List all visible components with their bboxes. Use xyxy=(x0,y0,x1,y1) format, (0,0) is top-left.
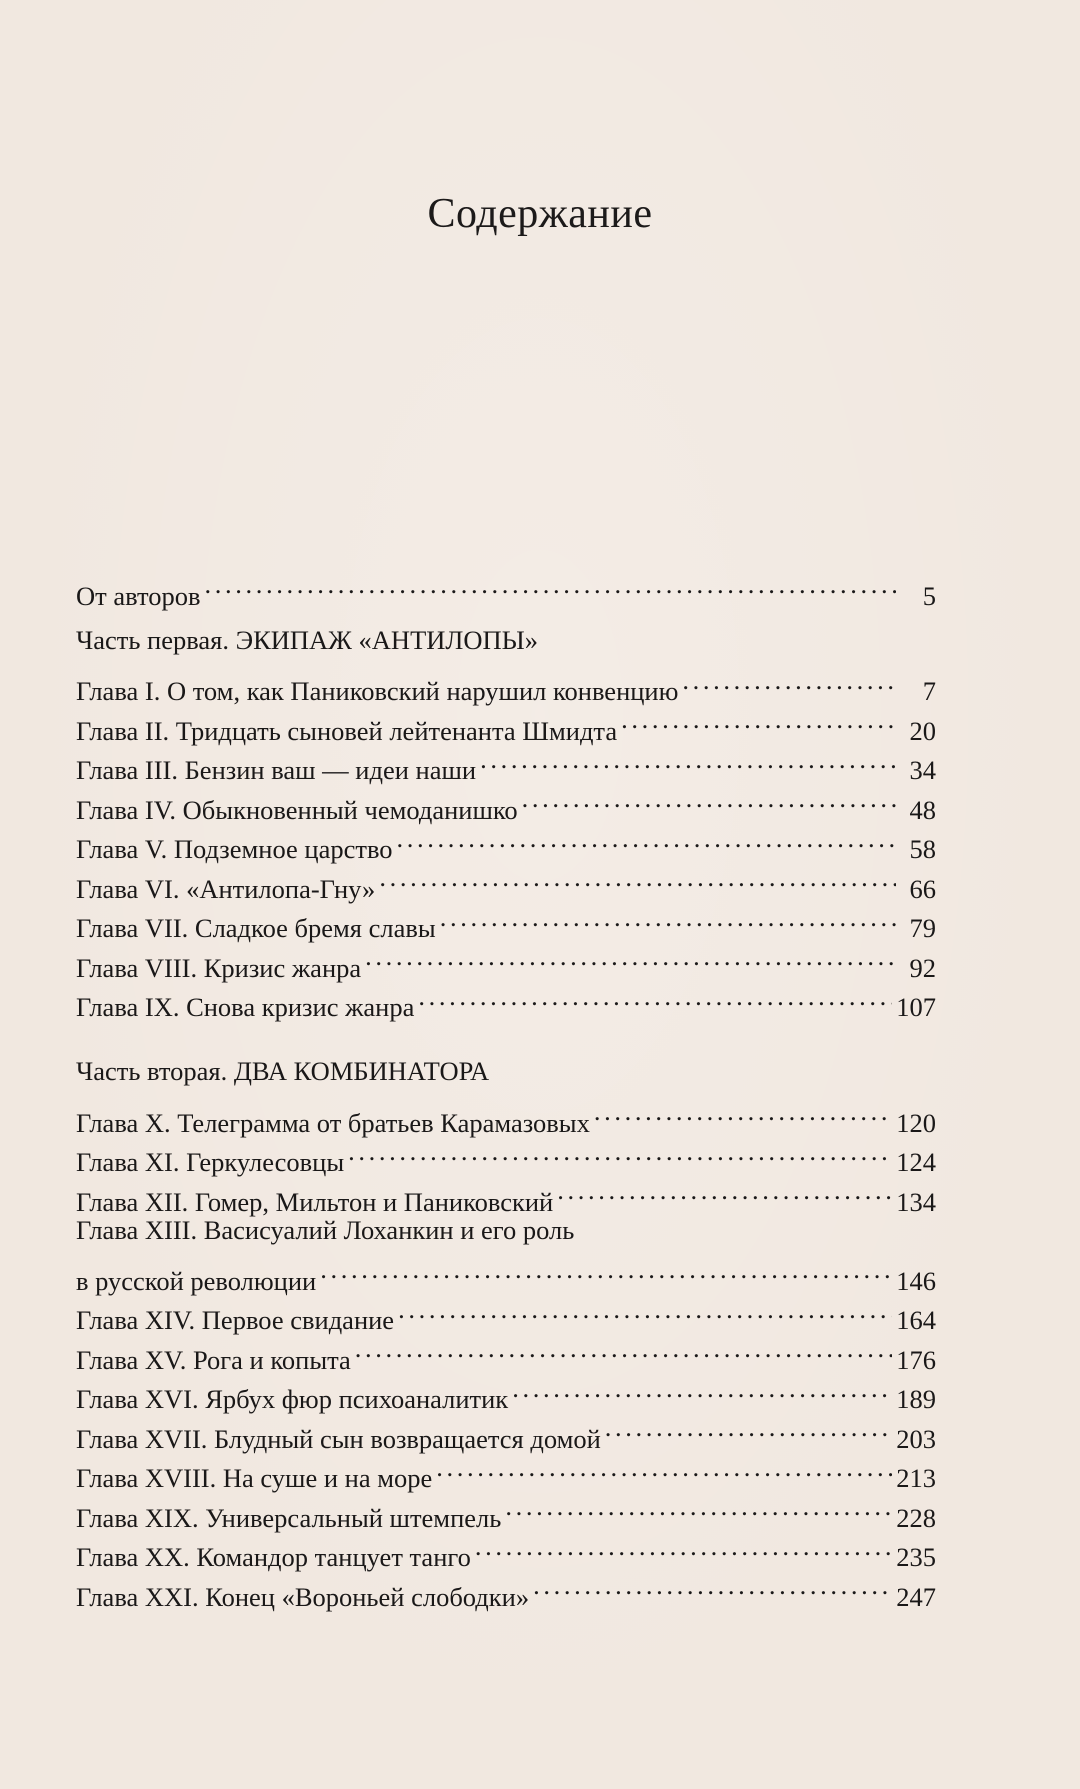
toc-page-number: 228 xyxy=(896,1502,936,1533)
leader-dots xyxy=(512,1369,892,1409)
leader-dots xyxy=(397,819,896,859)
toc-page-number: 124 xyxy=(896,1147,936,1177)
toc-page-number: 48 xyxy=(909,794,936,825)
toc-page-number: 58 xyxy=(909,834,936,864)
toc-page-number: 235 xyxy=(896,1542,936,1572)
toc-entry-title: Глава XVI. Ярбух фюр психоаналитик xyxy=(76,1384,509,1414)
toc-entry-chapter xyxy=(76,1092,936,1138)
toc-entry-title: Глава XI. Геркулесовцы xyxy=(76,1147,345,1177)
leader-dots xyxy=(379,858,896,898)
leader-dots xyxy=(682,661,896,701)
toc-entry-title: Глава II. Тридцать сыновей лейтенанта Шмидта xyxy=(76,715,618,746)
toc-page-number: 7 xyxy=(922,676,936,706)
leader-dots xyxy=(418,977,892,1017)
toc-entry-title: Глава XIX. Универсальный штемпель xyxy=(76,1502,502,1533)
leader-dots xyxy=(475,1527,892,1567)
toc-entry-chapter xyxy=(76,1250,936,1296)
toc-entry-chapter xyxy=(76,661,936,706)
toc-page-number: 146 xyxy=(896,1265,936,1296)
toc-entry-title: Глава XII. Гомер, Мильтон и Паниковский xyxy=(76,1186,554,1217)
toc-page-number: 120 xyxy=(896,1107,936,1138)
part-one-header: Часть первая. ЭКИПАЖ «АНТИЛОПЫ» xyxy=(76,624,539,655)
toc-page-number: 164 xyxy=(896,1305,936,1335)
toc-page-number: 79 xyxy=(909,913,936,943)
toc-entry-title: Глава XVII. Блудный сын возвращается домой xyxy=(76,1423,601,1454)
leader-dots xyxy=(204,565,896,605)
leader-dots xyxy=(594,1092,892,1132)
toc-page-number: 66 xyxy=(909,873,936,904)
leader-dots xyxy=(522,779,896,819)
leader-dots xyxy=(365,937,896,977)
toc-page-number: 247 xyxy=(896,1581,936,1612)
toc-page-number: 107 xyxy=(896,992,936,1022)
leader-dots xyxy=(355,1329,892,1369)
toc-page-number: 34 xyxy=(909,755,936,785)
leader-dots xyxy=(436,1448,892,1488)
toc-entry-title-line1: Глава XIII. Васисуалий Лоханкин и его роль xyxy=(76,1214,575,1245)
toc-entry-title: От авторов xyxy=(76,580,201,611)
leader-dots xyxy=(320,1250,892,1290)
leader-dots xyxy=(505,1487,892,1527)
page-title: Содержание xyxy=(427,191,653,237)
toc-entry-title: Глава IX. Снова кризис жанра xyxy=(76,992,415,1022)
toc-page-number: 176 xyxy=(896,1344,936,1375)
toc-entry-title: Глава XVIII. На суше и на море xyxy=(76,1463,433,1493)
toc-page-number: 203 xyxy=(896,1423,936,1454)
toc-page-number: 20 xyxy=(909,715,936,746)
toc-page-number: 134 xyxy=(896,1186,936,1217)
table-of-contents xyxy=(76,565,936,1612)
toc-entry-title: Глава X. Телеграмма от братьев Карамазовых xyxy=(76,1107,590,1138)
leader-dots xyxy=(557,1171,892,1211)
toc-entry-title: Глава XX. Командор танцует танго xyxy=(76,1542,471,1572)
part-two-header: Часть вторая. ДВА КОМБИНАТОРА xyxy=(76,1056,490,1086)
leader-dots xyxy=(621,700,896,740)
leader-dots xyxy=(398,1290,892,1330)
leader-dots xyxy=(480,740,896,780)
toc-entry-title: Глава V. Подземное царство xyxy=(76,834,393,864)
leader-dots xyxy=(533,1566,892,1606)
toc-entry-title: Глава VI. «Антилопа-Гну» xyxy=(76,873,376,904)
leader-dots xyxy=(348,1132,892,1172)
toc-entry-title: в русской революции xyxy=(76,1265,317,1296)
toc-page-number: 5 xyxy=(922,580,936,611)
leader-dots xyxy=(440,898,896,938)
toc-entry-title: Глава VIII. Кризис жанра xyxy=(76,952,362,983)
toc-entry-title: Глава I. О том, как Паниковский нарушил конвенцию xyxy=(76,676,679,706)
toc-page-number: 189 xyxy=(896,1384,936,1414)
toc-page-number: 213 xyxy=(896,1463,936,1493)
toc-entry-preface xyxy=(76,565,936,611)
toc-entry-title: Глава III. Бензин ваш — идеи наши xyxy=(76,755,477,785)
toc-entry-title: Глава XXI. Конец «Вороньей слободки» xyxy=(76,1581,530,1612)
toc-entry-title: Глава VII. Сладкое бремя славы xyxy=(76,913,436,943)
leader-dots xyxy=(605,1408,892,1448)
toc-page-number: 92 xyxy=(909,952,936,983)
toc-entry-title: Глава XV. Рога и копыта xyxy=(76,1344,351,1375)
toc-entry-title: Глава IV. Обыкновенный чемоданишко xyxy=(76,794,518,825)
toc-entry-title: Глава XIV. Первое свидание xyxy=(76,1305,395,1335)
